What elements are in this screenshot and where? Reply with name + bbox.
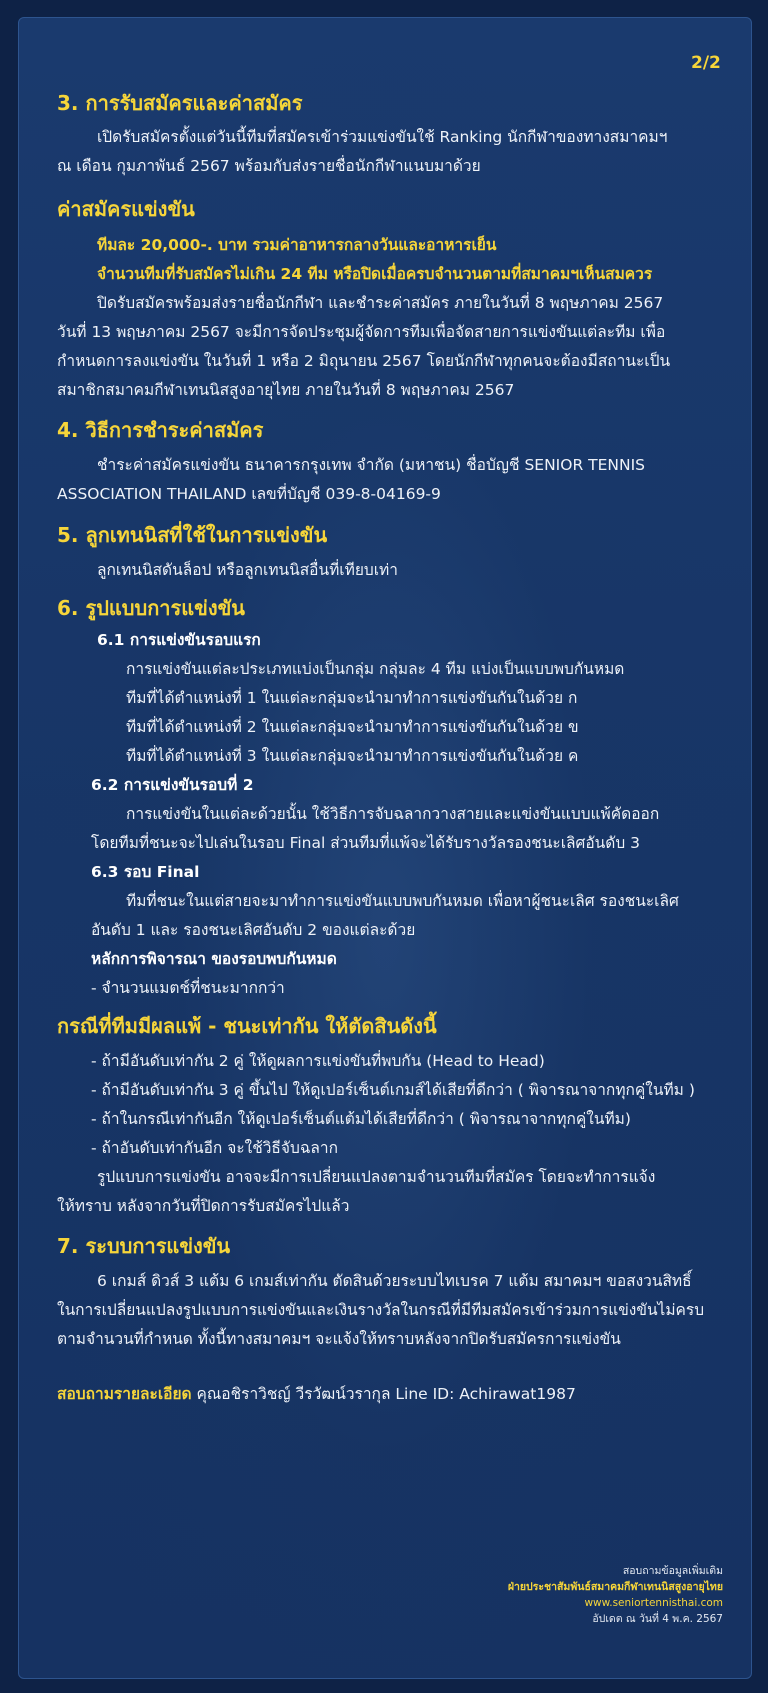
- section-5-title: 5. ลูกเทนนิสที่ใช้ในการแข่งขัน: [57, 523, 328, 547]
- round-2-line-1: การแข่งขันในแต่ละด้วยนั้น ใช้วิธีการจับฉลากวางสายและแข่งขันแบบแพ้คัดออก: [126, 805, 660, 823]
- tie-line-6: ให้ทราบ หลังจากวันที่ปิดการรับสมัครไปแล้ว: [57, 1197, 350, 1215]
- round-1-line-2: ทีมที่ได้ตำแหน่งที่ 1 ในแต่ละกลุ่มจะนำมาทำการแข่งขันกันในด้วย ก: [126, 689, 578, 707]
- section-5-line-1: ลูกเทนนิสดันล็อป หรือลูกเทนนิสอื่นที่เทียบเท่า: [97, 561, 398, 579]
- section-7-line-3: ตามจำนวนที่กำหนด ทั้งนี้ทางสมาคมฯ จะแจ้งให้ทราบหลังจากปิดรับสมัครการแข่งขัน: [57, 1330, 621, 1348]
- final-line-2: อันดับ 1 และ รองชนะเลิศอันดับ 2 ของแต่ละด้วย: [91, 921, 416, 939]
- tie-line-2: - ถ้ามีอันดับเท่ากัน 3 คู่ ขึ้นไป ให้ดูเปอร์เซ็นต์เกมส์ได้เสียที่ดีกว่า ( พิจารณาจากทุกคู่ในทีม ): [91, 1081, 695, 1099]
- round-1-line-4: ทีมที่ได้ตำแหน่งที่ 3 ในแต่ละกลุ่มจะนำมาทำการแข่งขันกันในด้วย ค: [126, 747, 579, 765]
- section-4-line-1: ชำระค่าสมัครแข่งขัน ธนาคารกรุงเทพ จำกัด (มหาชน) ชื่อบัญชี SENIOR TENNIS: [97, 456, 646, 474]
- footer-updated: อัปเดต ณ วันที่ 4 พ.ค. 2567: [592, 1613, 723, 1625]
- round-2-line-2: โดยทีมที่ชนะจะไปเล่นในรอบ Final ส่วนทีมที่แพ้จะได้รับรางวัลรองชนะเลิศอันดับ 3: [91, 834, 640, 852]
- footer-more-info: สอบถามข้อมูลเพิ่มเติม: [622, 1565, 723, 1577]
- contact-line: [57, 1383, 576, 1405]
- section-7-line-1: 6 เกมส์ ดิวส์ 3 แต้ม 6 เกมส์เท่ากัน ตัดสินด้วยระบบไทเบรค 7 แต้ม สมาคมฯ ขอสงวนสิทธิ์: [97, 1272, 692, 1290]
- section-3-line-2: ณ เดือน กุมภาพันธ์ 2567 พร้อมกับส่งรายชื่อนักกีฬาแนบมาด้วย: [57, 157, 481, 175]
- round-1-title: 6.1 การแข่งขันรอบแรก: [97, 631, 261, 649]
- section-7-title: 7. ระบบการแข่งขัน: [57, 1234, 231, 1258]
- document-card: [18, 17, 752, 1679]
- criteria-line-1: - จำนวนแมตช์ที่ชนะมากกว่า: [91, 979, 285, 997]
- fee-line-3: กำหนดการลงแข่งขัน ในวันที่ 1 หรือ 2 มิถุนายน 2567 โดยนักกีฬาทุกคนจะต้องมีสถานะเป็น: [57, 352, 671, 370]
- section-4-line-2: ASSOCIATION THAILAND เลขที่บัญชี 039-8-04169-9: [57, 485, 441, 503]
- fee-line-2: วันที่ 13 พฤษภาคม 2567 จะมีการจัดประชุมผู้จัดการทีมเพื่อจัดสายการแข่งขันแต่ละทีม เพื่อ: [57, 323, 666, 341]
- round-1-line-1: การแข่งขันแต่ละประเภทแบ่งเป็นกลุ่ม กลุ่มละ 4 ทีม แบ่งเป็นแบบพบกันหมด: [126, 660, 625, 678]
- fee-line-4: สมาชิกสมาคมกีฬาเทนนิสสูงอายุไทย ภายในวันที่ 8 พฤษภาคม 2567: [57, 381, 515, 399]
- section-6-title: 6. รูปแบบการแข่งขัน: [57, 596, 245, 620]
- contact-label: สอบถามรายละเอียด: [57, 1385, 192, 1403]
- tie-line-3: - ถ้าในกรณีเท่ากันอีก ให้ดูเปอร์เซ็นต์แต้มได้เสียที่ดีกว่า ( พิจารณาจากทุกคู่ในทีม): [91, 1110, 631, 1128]
- tie-line-5: รูปแบบการแข่งขัน อาจจะมีการเปลี่ยนแปลงตามจำนวนทีมที่สมัคร โดยจะทำการแจ้ง: [97, 1168, 656, 1186]
- page-number: 2/2: [691, 53, 721, 73]
- tie-title: กรณีที่ทีมมีผลแพ้ - ชนะเท่ากัน ให้ตัดสินดังนี้: [57, 1014, 437, 1038]
- section-7-line-2: ในการเปลี่ยนแปลงรูปแบบการแข่งขันและเงินรางวัลในกรณีที่มีทีมสมัครเข้าร่วมการแข่งขันไม่ครบ: [57, 1301, 705, 1319]
- round-1-line-3: ทีมที่ได้ตำแหน่งที่ 2 ในแต่ละกลุ่มจะนำมาทำการแข่งขันกันในด้วย ข: [126, 718, 579, 736]
- section-3-title: 3. การรับสมัครและค่าสมัคร: [57, 91, 303, 115]
- fee-highlight-2: จำนวนทีมที่รับสมัครไม่เกิน 24 ทีม หรือปิดเมื่อครบจำนวนตามที่สมาคมฯเห็นสมควร: [97, 265, 653, 283]
- section-3-line-1: เปิดรับสมัครตั้งแต่วันนี้ทีมที่สมัครเข้าร่วมแข่งขันใช้ Ranking นักกีฬาของทางสมาคมฯ: [97, 128, 668, 146]
- contact-text: คุณอชิราวิชญ์ วีรวัฒน์วรากุล Line ID: Achirawat1987: [191, 1385, 576, 1403]
- tie-line-4: - ถ้าอันดับเท่ากันอีก จะใช้วิธีจับฉลาก: [91, 1139, 338, 1157]
- fee-highlight-1: ทีมละ 20,000-. บาท รวมค่าอาหารกลางวันและอาหารเย็น: [97, 236, 497, 254]
- footer-department: ฝ่ายประชาสัมพันธ์สมาคมกีฬาเทนนิสสูงอายุไทย: [507, 1581, 723, 1593]
- footer-website-link[interactable]: www.seniortennisthai.com: [584, 1597, 723, 1609]
- section-4-title: 4. วิธีการชำระค่าสมัคร: [57, 418, 264, 442]
- final-title: 6.3 รอบ Final: [91, 863, 200, 881]
- fee-title: ค่าสมัครแข่งขัน: [57, 197, 195, 221]
- final-line-1: ทีมที่ชนะในแต่สายจะมาทำการแข่งขันแบบพบกันหมด เพื่อหาผู้ชนะเลิศ รองชนะเลิศ: [126, 892, 679, 910]
- document-content: [19, 18, 751, 1678]
- round-2-title: 6.2 การแข่งขันรอบที่ 2: [91, 776, 254, 794]
- criteria-title: หลักการพิจารณา ของรอบพบกันหมด: [91, 950, 337, 968]
- tie-line-1: - ถ้ามีอันดับเท่ากัน 2 คู่ ให้ดูผลการแข่งขันที่พบกัน (Head to Head): [91, 1052, 545, 1070]
- fee-line-1: ปิดรับสมัครพร้อมส่งรายชื่อนักกีฬา และชำระค่าสมัคร ภายในวันที่ 8 พฤษภาคม 2567: [97, 294, 664, 312]
